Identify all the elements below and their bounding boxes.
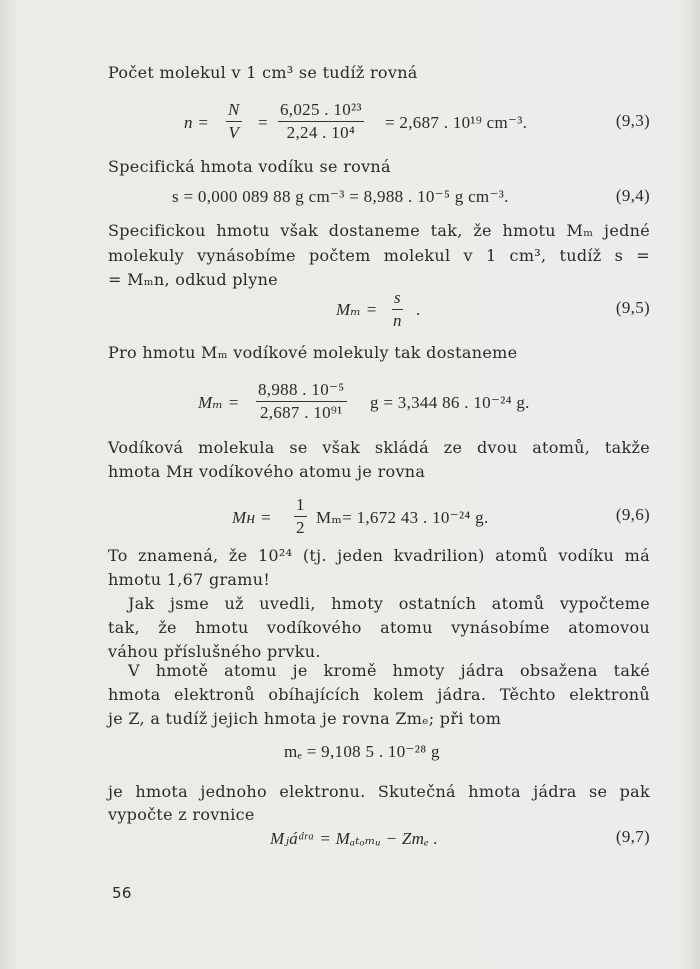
- equation-9-5-fraction: [392, 288, 403, 331]
- equation-label-9-4: (9,4): [615, 186, 650, 205]
- text-line: Počet molekul v 1 cm³ se tudíž rovná: [108, 63, 418, 82]
- equation-9-6-rhs: Mₘ= 1,672 43 . 10⁻²⁴ g.: [316, 508, 489, 527]
- text-line: Specifickou hmotu však dostaneme tak, že hmotu Mₘ jedné: [108, 221, 650, 240]
- text-line: je hmota jednoho elektronu. Skutečná hmota jádra se pak: [108, 782, 650, 801]
- text-line: hmotu 1,67 gramu!: [108, 570, 271, 589]
- equation-label-9-3: (9,3): [615, 111, 650, 130]
- equation-label-9-6: (9,6): [615, 505, 650, 524]
- text-line: = Mₘn, odkud plyne: [108, 270, 278, 289]
- text-line: hmota Mʜ vodíkového atomu je rovna: [108, 462, 426, 481]
- fraction-numerator: s: [392, 288, 403, 310]
- fraction-denominator: 2: [296, 518, 305, 537]
- fraction-numerator: 6,025 . 10²³: [278, 100, 364, 122]
- equation-9-3-fraction-nv: [226, 100, 242, 143]
- equals-sign: =: [258, 113, 268, 132]
- fraction-denominator: 2,24 . 10⁴: [286, 123, 356, 142]
- text-line: Vodíková molekula se však skládá ze dvou atomů, takže: [108, 438, 650, 457]
- text-line: Pro hmotu Mₘ vodíkové molekuly tak dostaneme: [108, 343, 518, 362]
- page-number: 56: [112, 884, 132, 902]
- text-line: vypočte z rovnice: [108, 805, 255, 824]
- fraction-denominator: V: [228, 123, 240, 142]
- text-line: Jak jsme už uvedli, hmoty ostatních atomů vypočteme: [128, 594, 650, 613]
- equation-9-6-lhs: Mʜ =: [232, 508, 272, 527]
- equation-9-6-fraction: [294, 495, 307, 538]
- text-line: hmota elektronů obíhajících kolem jádra. Těchto elektronů: [108, 685, 650, 704]
- text-line: molekuly vynásobíme počtem molekul v 1 cm³, tudíž s =: [108, 246, 650, 265]
- equation-9-7: Mⱼáᵈʳᵃ = Mₐₜₒₘᵤ − Zmₑ .: [270, 829, 439, 848]
- equation-mm-rhs: g = 3,344 86 . 10⁻²⁴ g.: [370, 393, 530, 412]
- equation-mm-lhs: Mₘ =: [198, 393, 240, 412]
- fraction-numerator: N: [226, 100, 242, 122]
- equation-9-3-rhs: = 2,687 . 10¹⁹ cm⁻³.: [385, 113, 528, 132]
- equation-label-9-7: (9,7): [615, 827, 650, 846]
- text-line: To znamená, že 10²⁴ (tj. jeden kvadrilion) atomů vodíku má: [108, 546, 650, 565]
- equation-9-4: s = 0,000 089 88 g cm⁻³ = 8,988 . 10⁻⁵ g cm⁻³.: [172, 187, 509, 206]
- fraction-denominator: n: [393, 311, 402, 330]
- equation-9-5-period: .: [416, 300, 421, 319]
- text-line: V hmotě atomu je kromě hmoty jádra obsažena také: [128, 661, 650, 680]
- equation-mm-fraction: [256, 380, 347, 423]
- text-line: tak, že hmotu vodíkového atomu vynásobíme atomovou: [108, 618, 650, 637]
- text-line: je Z, a tudíž jejich hmota je rovna Zmₑ; při tom: [108, 709, 502, 728]
- equation-label-9-5: (9,5): [615, 298, 650, 317]
- text-line: váhou příslušného prvku.: [108, 642, 321, 661]
- text-line: Specifická hmota vodíku se rovná: [108, 157, 391, 176]
- equation-9-3-lhs: n =: [184, 113, 210, 132]
- equation-9-3-fraction-values: [278, 100, 364, 143]
- equation-electron-mass: mₑ = 9,108 5 . 10⁻²⁸ g: [284, 742, 440, 761]
- fraction-denominator: 2,687 . 10⁹¹: [259, 403, 343, 422]
- fraction-numerator: 8,988 . 10⁻⁵: [256, 380, 347, 402]
- equation-9-5-lhs: Mₘ =: [336, 300, 378, 319]
- fraction-numerator: 1: [294, 495, 307, 517]
